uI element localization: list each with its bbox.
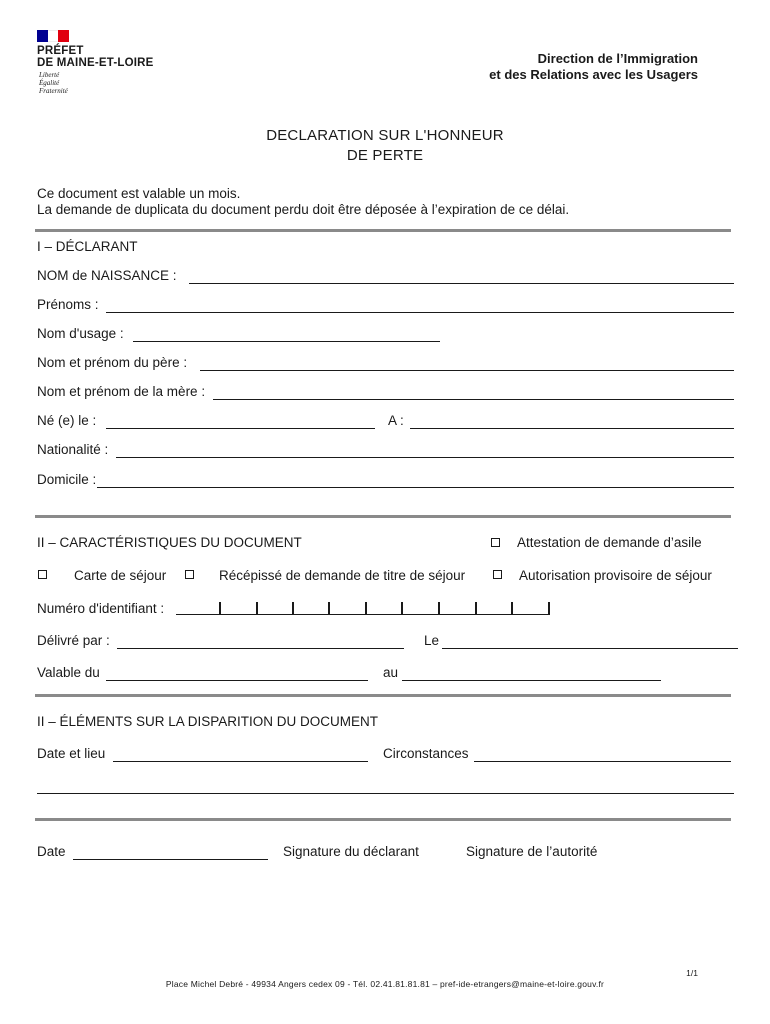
signature-declarant-label: Signature du déclarant: [283, 844, 419, 859]
recepisse-label: Récépissé de demande de titre de séjour: [219, 568, 466, 583]
domicile-field[interactable]: [97, 487, 734, 488]
valable-au-field[interactable]: [402, 680, 661, 681]
title-line1: DECLARATION SUR L'HONNEUR: [266, 127, 504, 144]
pere-label: Nom et prénom du père :: [37, 355, 188, 370]
valable-du-field[interactable]: [106, 680, 368, 681]
circonstances-continuation-field[interactable]: [37, 793, 734, 794]
intro-line1: Ce document est valable un mois.: [37, 186, 241, 201]
motto-liberte: Liberté: [39, 71, 60, 79]
checkbox-recepisse[interactable]: [185, 570, 194, 579]
nom-usage-label: Nom d'usage :: [37, 326, 124, 341]
numero-identifiant-label: Numéro d'identifiant :: [37, 601, 165, 616]
valable-au-label: au: [383, 665, 399, 680]
motto-egalite: Égalité: [39, 79, 60, 87]
mere-field[interactable]: [213, 399, 734, 400]
domicile-label: Domicile :: [37, 472, 97, 487]
checkbox-carte-sejour[interactable]: [38, 570, 47, 579]
prefet-line2: DE MAINE-ET-LOIRE: [37, 57, 154, 69]
date-lieu-field[interactable]: [113, 761, 368, 762]
section1-heading: I – DÉCLARANT: [37, 239, 138, 254]
signature-autorite-label: Signature de l’autorité: [466, 844, 598, 859]
intro-line2: La demande de duplicata du document perdu doit être déposée à l’expiration de ce délai.: [37, 202, 570, 217]
circonstances-field[interactable]: [474, 761, 731, 762]
nom-usage-field[interactable]: [133, 341, 440, 342]
delivre-le-label: Le: [424, 633, 440, 648]
autorisation-provisoire-label: Autorisation provisoire de séjour: [519, 568, 712, 583]
nationalite-field[interactable]: [116, 457, 734, 458]
motto-fraternite: Fraternité: [39, 87, 68, 95]
checkbox-autorisation-provisoire[interactable]: [493, 570, 502, 579]
marianne-flag-logo: [37, 30, 69, 42]
valable-du-label: Valable du: [37, 665, 100, 680]
checkbox-attestation-asile[interactable]: [491, 538, 500, 547]
direction-line1: Direction de l’Immigration: [537, 51, 698, 66]
prenoms-field[interactable]: [106, 312, 734, 313]
prefet-line1: PRÉFET: [37, 45, 84, 57]
delivre-le-field[interactable]: [442, 648, 738, 649]
lieu-naissance-label: A :: [388, 413, 404, 428]
numero-identifiant-field[interactable]: [176, 598, 550, 615]
prenoms-label: Prénoms :: [37, 297, 99, 312]
pere-field[interactable]: [200, 370, 734, 371]
section-divider: [35, 818, 731, 821]
section-divider: [35, 229, 731, 232]
nom-naissance-label: NOM de NAISSANCE :: [37, 268, 177, 283]
ne-le-label: Né (e) le :: [37, 413, 97, 428]
direction-header: [489, 51, 698, 83]
prefecture-name: [37, 45, 154, 69]
section3-heading: II – ÉLÉMENTS SUR LA DISPARITION DU DOCUMENT: [37, 714, 379, 729]
document-title: [0, 126, 770, 166]
republic-motto: [39, 71, 68, 95]
signature-date-label: Date: [37, 844, 66, 859]
section-divider: [35, 515, 731, 518]
circonstances-label: Circonstances: [383, 746, 469, 761]
nationalite-label: Nationalité :: [37, 442, 109, 457]
nom-naissance-field[interactable]: [189, 283, 734, 284]
date-lieu-label: Date et lieu: [37, 746, 106, 761]
section-divider: [35, 694, 731, 697]
page-number: 1/1: [686, 968, 698, 978]
lieu-naissance-field[interactable]: [410, 428, 734, 429]
title-line2: DE PERTE: [346, 147, 424, 164]
footer-address: Place Michel Debré - 49934 Angers cedex 09 - Tél. 02.41.81.81.81 – pref-ide-etrangers@maine-et-loire.gouv.fr: [165, 979, 605, 989]
delivre-par-field[interactable]: [117, 648, 404, 649]
section2-heading: II – CARACTÉRISTIQUES DU DOCUMENT: [37, 535, 302, 550]
signature-date-field[interactable]: [73, 859, 268, 860]
direction-line2: et des Relations avec les Usagers: [489, 67, 698, 82]
delivre-par-label: Délivré par :: [37, 633, 110, 648]
carte-sejour-label: Carte de séjour: [74, 568, 167, 583]
date-naissance-field[interactable]: [106, 428, 375, 429]
mere-label: Nom et prénom de la mère :: [37, 384, 206, 399]
attestation-asile-label: Attestation de demande d’asile: [517, 535, 702, 550]
